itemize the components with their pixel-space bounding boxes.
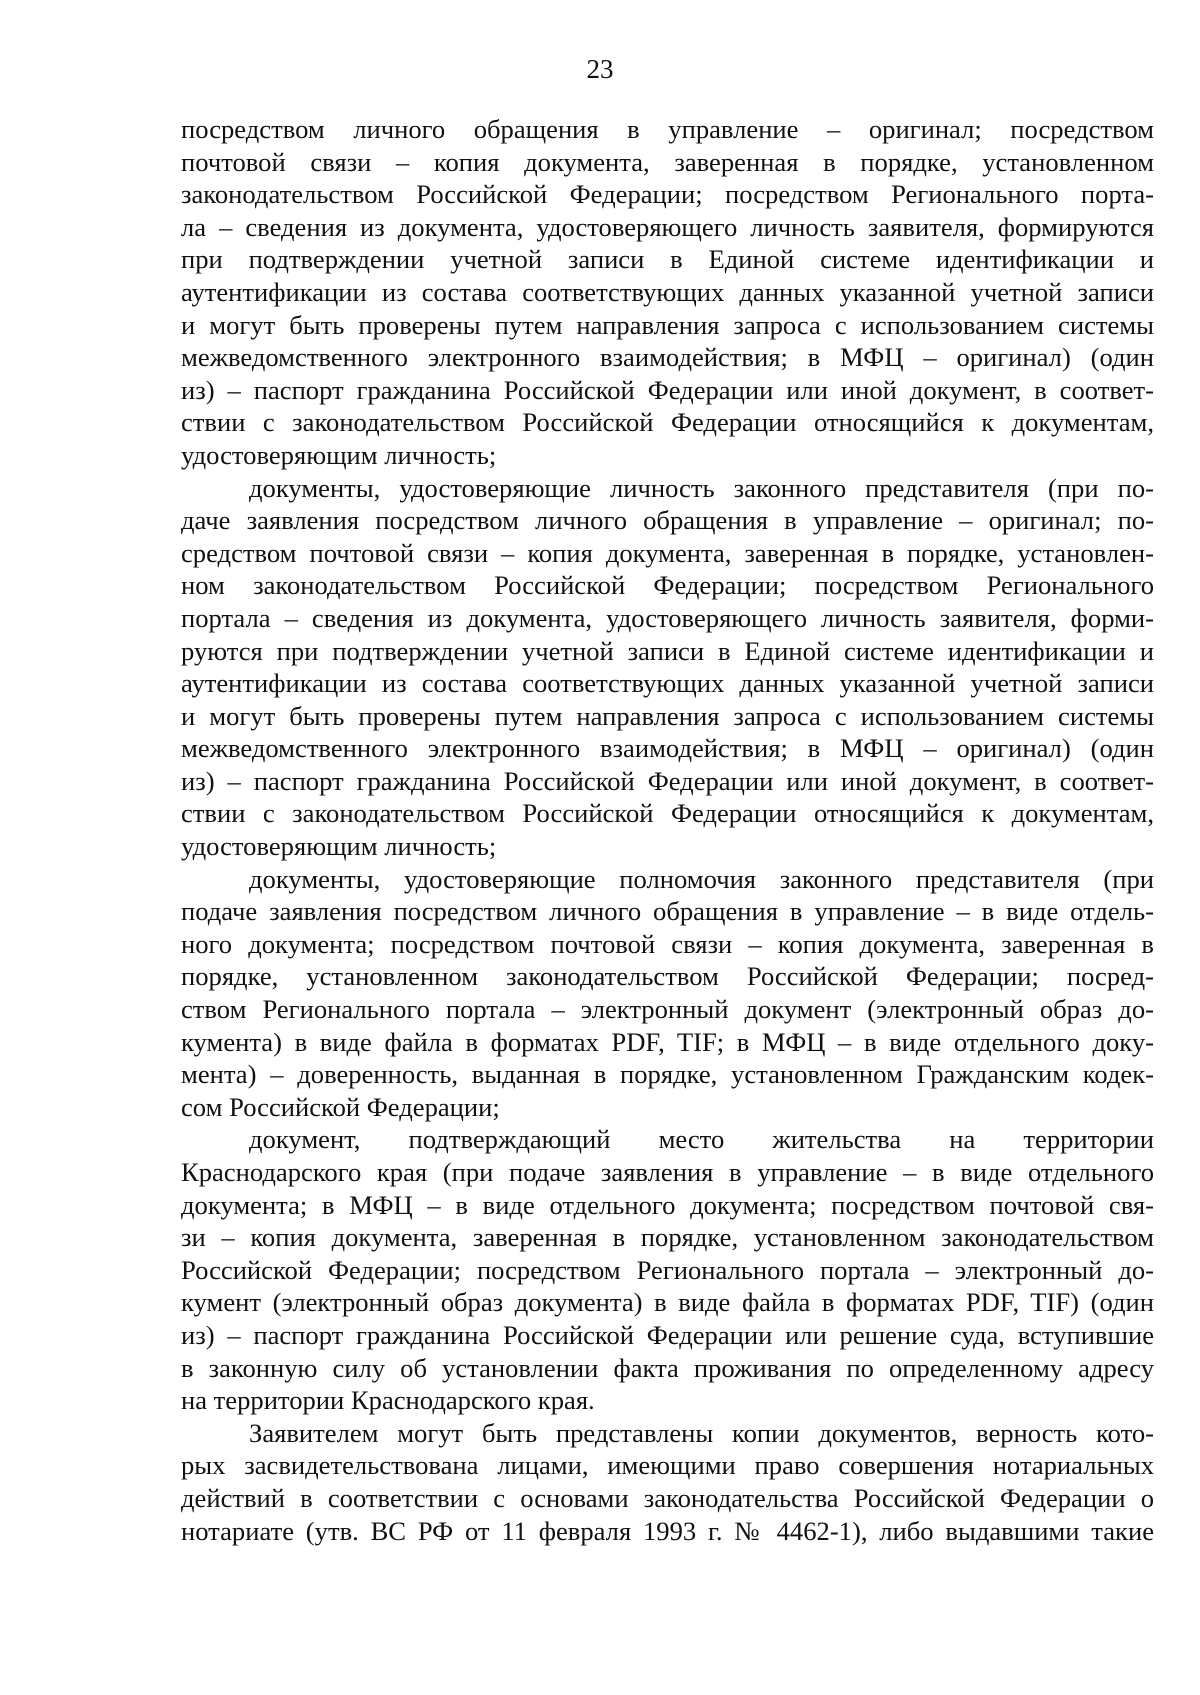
text-line: нотариате (утв. ВС РФ от 11 февраля 1993 г. № 4462-1), либо выдавшими такие bbox=[181, 1515, 1154, 1546]
text-line: портала – сведения из документа, удостоверяющего личность заявителя, форми- bbox=[181, 602, 1154, 633]
paragraph bbox=[181, 1123, 1154, 1416]
text-line: удостоверяющим личность; bbox=[181, 439, 497, 470]
text-line: ствии с законодательством Российской Федерации относящийся к документам, bbox=[181, 798, 1154, 829]
text-line: порядке, установленном законодательством Российской Федерации; посред- bbox=[181, 961, 1154, 992]
text-line: Краснодарского края (при подаче заявления в управление – в виде отдельного bbox=[181, 1157, 1154, 1187]
text-line: мента) – доверенность, выданная в порядке, установленном Гражданским кодек- bbox=[181, 1059, 1154, 1090]
paragraph bbox=[181, 1417, 1154, 1547]
text-line: из) – паспорт гражданина Российской Федерации или решение суда, вступившие bbox=[181, 1319, 1154, 1350]
text-line: руются при подтверждении учетной записи в Единой системе идентификации и bbox=[181, 635, 1154, 666]
text-line: Заявителем могут быть представлены копии документов, верность кото- bbox=[249, 1417, 1154, 1448]
text-line: удостоверяющим личность; bbox=[181, 831, 497, 862]
text-line: законодательством Российской Федерации; посредством Регионального порта- bbox=[181, 179, 1154, 210]
page-number: 23 bbox=[586, 54, 614, 84]
text-line: ла – сведения из документа, удостоверяющего личность заявителя, формируются bbox=[181, 211, 1154, 242]
text-line: подаче заявления посредством личного обращения в управление – в виде отдель- bbox=[181, 896, 1154, 927]
text-line: на территории Краснодарского края. bbox=[181, 1385, 595, 1416]
text-line: документа; в МФЦ – в виде отдельного документа; посредством почтовой свя- bbox=[181, 1189, 1154, 1220]
text-line: ством Регионального портала – электронный документ (электронный образ до- bbox=[181, 994, 1154, 1025]
text-line: из) – паспорт гражданина Российской Федерации или иной документ, в соответ- bbox=[181, 374, 1154, 405]
text-line: кумент (электронный образ документа) в виде файла в форматах PDF, TIF) (один bbox=[181, 1287, 1154, 1318]
text-line: посредством личного обращения в управление – оригинал; посредством bbox=[181, 114, 1154, 144]
text-line: и могут быть проверены путем направления запроса с использованием системы bbox=[181, 700, 1154, 731]
text-line: межведомственного электронного взаимодействия; в МФЦ – оригинал) (один bbox=[181, 342, 1154, 373]
text-line: в законную силу об установлении факта проживания по определенному адресу bbox=[181, 1352, 1154, 1383]
text-line: почтовой связи – копия документа, заверенная в порядке, установленном bbox=[181, 146, 1154, 177]
text-line: Российской Федерации; посредством Регионального портала – электронный до- bbox=[181, 1254, 1154, 1285]
text-line: средством почтовой связи – копия документа, заверенная в порядке, установлен- bbox=[181, 537, 1154, 568]
paragraph bbox=[181, 863, 1154, 1124]
document-body bbox=[181, 113, 1154, 1547]
text-line: документы, удостоверяющие полномочия законного представителя (при bbox=[249, 863, 1154, 894]
text-line: рых засвидетельствована лицами, имеющими право совершения нотариальных bbox=[181, 1450, 1154, 1481]
text-line: сом Российской Федерации; bbox=[181, 1091, 500, 1122]
paragraph bbox=[181, 113, 1154, 472]
text-line: кумента) в виде файла в форматах PDF, TIF; в МФЦ – в виде отдельного доку- bbox=[181, 1026, 1154, 1057]
text-line: документы, удостоверяющие личность законного представителя (при по- bbox=[249, 472, 1154, 503]
text-line: и могут быть проверены путем направления запроса с использованием системы bbox=[181, 309, 1154, 340]
text-line: аутентификации из состава соответствующих данных указанной учетной записи bbox=[181, 668, 1154, 699]
text-line: ном законодательством Российской Федерации; посредством Регионального bbox=[181, 570, 1154, 601]
text-line: из) – паспорт гражданина Российской Федерации или иной документ, в соответ- bbox=[181, 765, 1154, 796]
text-line: ствии с законодательством Российской Федерации относящийся к документам, bbox=[181, 407, 1154, 438]
text-line: межведомственного электронного взаимодействия; в МФЦ – оригинал) (один bbox=[181, 733, 1154, 764]
text-line: при подтверждении учетной записи в Единой системе идентификации и bbox=[181, 244, 1154, 275]
text-line: ного документа; посредством почтовой связи – копия документа, заверенная в bbox=[181, 928, 1154, 959]
text-line: аутентификации из состава соответствующих данных указанной учетной записи bbox=[181, 276, 1154, 307]
text-line: зи – копия документа, заверенная в порядке, установленном законодательством bbox=[181, 1222, 1154, 1253]
text-line: документ, подтверждающий место жительства на территории bbox=[249, 1124, 1154, 1155]
paragraph bbox=[181, 472, 1154, 863]
text-line: действий в соответствии с основами законодательства Российской Федерации о bbox=[181, 1482, 1154, 1513]
text-line: даче заявления посредством личного обращения в управление – оригинал; по- bbox=[181, 505, 1154, 536]
